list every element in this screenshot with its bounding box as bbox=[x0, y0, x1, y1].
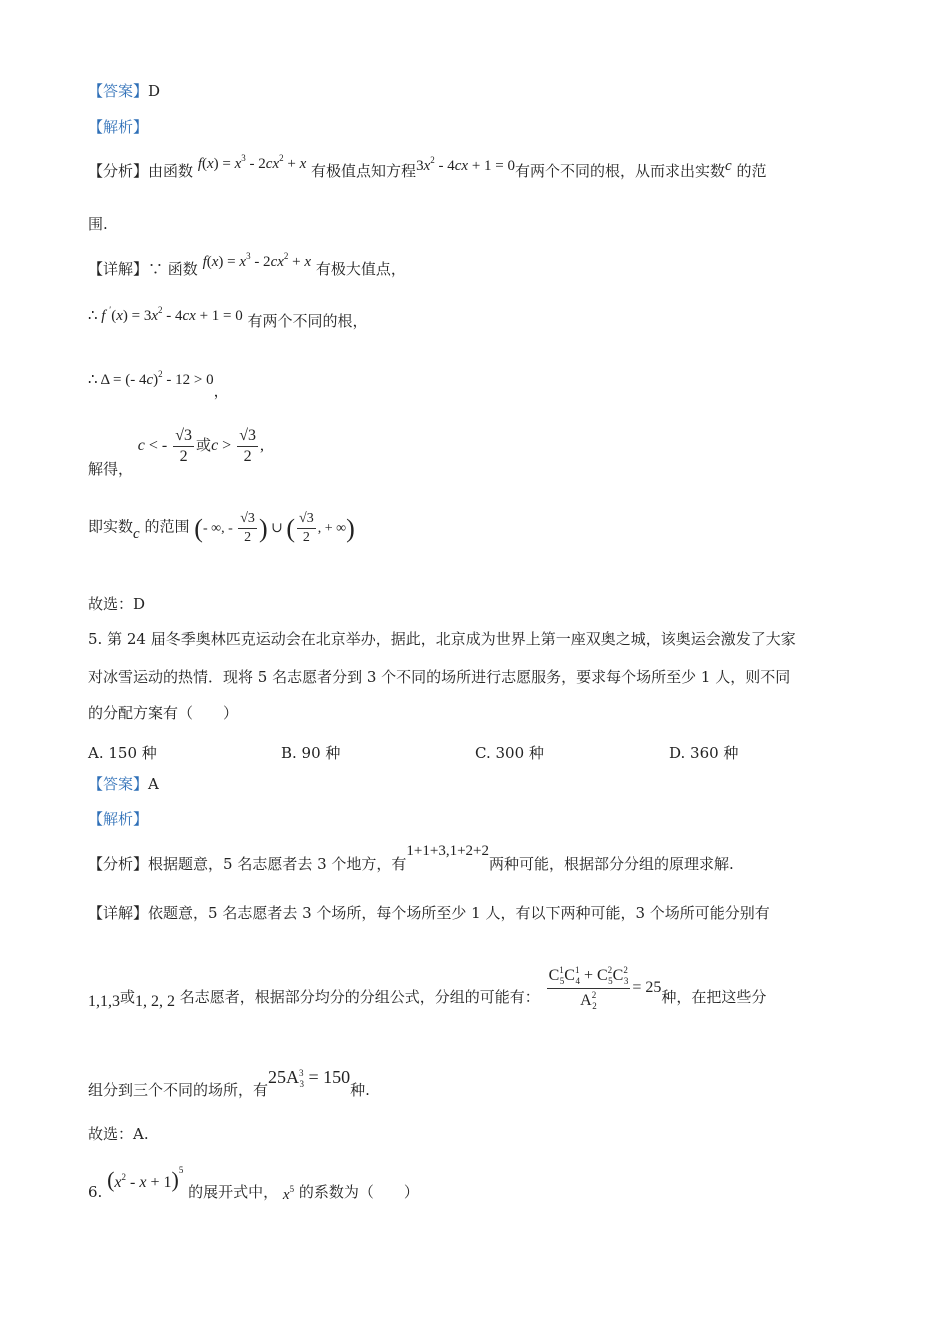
q4-fenxi-line: 【分析】由函数 $f(x) = x^3 - 2cx^2 + x$ 有极值点知方程$3x^2 - 4cx + 1 = 0$有两个不同的根，从而求出实数c 的范 bbox=[88, 153, 767, 180]
q5-xiangjie-line-2: 1,1,3或1, 2, 2 名志愿者，根据部分均分的分组公式，分组的可能有： $\frac{C^1_5C^1_4 + C^2_5C^2_3}{A^2_2}$ = 25种，在把这些分 bbox=[88, 965, 767, 1011]
derivative-formula: ∴ f $'(x) = 3x^2 - 4cx + 1 = 0$ bbox=[88, 305, 243, 324]
q4-derivative-line: ∴ f $'(x) = 3x^2 - 4cx + 1 = 0$ 有两个不同的根， bbox=[88, 305, 368, 330]
q4-solution-line: 解得， c < - $\frac{√3}{2}$ 或c > $\frac{√3}{2}$ , bbox=[88, 427, 264, 479]
q5-answer-line bbox=[88, 777, 159, 792]
fenxi-tag: 【分析】 bbox=[88, 855, 149, 873]
q6-stem: 6. $(x^2 - x + 1)^5$ 的展开式中， $x^5$ 的系数为（ ） bbox=[88, 1165, 419, 1203]
solution-formula: c < - $\frac{√3}{2}$ bbox=[137, 427, 193, 465]
q5-analysis-tag: 【解析】 bbox=[88, 810, 149, 828]
binomial-formula: $(x^2 - x + 1)^5$ bbox=[107, 1165, 184, 1192]
q4-xiangjie-line: 【详解】∵ 函数 $f(x) = x^3 - 2cx^2 + x$ 有极大值点， bbox=[88, 251, 406, 278]
xiangjie-tag: 【详解】 bbox=[88, 904, 149, 922]
q4-fenxi-line-2: 围. bbox=[88, 215, 108, 233]
q4-discriminant-line: ∴ Δ = (- 4c)$^2$ - 12 > 0， bbox=[88, 369, 229, 400]
function-formula: $f(x) = x^3 - 2cx^2 + x$ bbox=[197, 153, 307, 172]
function-formula: $f(x) = x^3 - 2cx^2 + x$ bbox=[202, 251, 312, 270]
q5-stem-1: 5. 第 24 届冬季奥林匹克运动会在北京举办，据此，北京成为世界上第一座双奥之城，该奥运会激发了大家 bbox=[88, 630, 796, 648]
answer-tag: 【答案】 bbox=[88, 775, 149, 793]
answer-value: D bbox=[148, 82, 161, 100]
equation-formula: $3x^2 - 4cx + 1 = 0$ bbox=[416, 155, 515, 174]
q5-option-d: D. 360 种 bbox=[669, 744, 739, 762]
q5-option-b: B. 90 种 bbox=[281, 744, 341, 762]
q5-stem-3: 的分配方案有（ ） bbox=[88, 704, 239, 722]
q5-xiangjie-line-1: 【详解】依题意，5 名志愿者去 3 个场所，每个场所至少 1 人，有以下两种可能，3 个场所可能分别有 bbox=[88, 904, 770, 922]
fenxi-tag: 【分析】 bbox=[88, 162, 149, 180]
xiangjie-tag: 【详解】 bbox=[88, 260, 149, 278]
discriminant-formula: ∴ Δ = (- 4c)$^2$ - 12 > 0 bbox=[88, 369, 214, 388]
q5-option-c: C. 300 种 bbox=[475, 744, 544, 762]
grouping-formula: $\frac{C^1_5C^1_4 + C^2_5C^2_3}{A^2_2}$ = 25 bbox=[548, 965, 662, 1011]
q5-select: 故选：A. bbox=[88, 1125, 149, 1143]
range-formula: (- ∞, - $\frac{√3}{2}$ ) ∪ ( $\frac{√3}{2}$ , + ∞) bbox=[194, 511, 355, 545]
q5-option-a: A. 150 种 bbox=[88, 744, 157, 762]
term-formula: $x^5$ bbox=[282, 1184, 295, 1203]
answer-tag: 【答案】 bbox=[88, 82, 149, 100]
q4-answer-line bbox=[88, 84, 160, 99]
q4-range-line: 即实数c 的范围 (- ∞, - $\frac{√3}{2}$ ) ∪ ( $\frac{√3}{2}$ , + ∞) bbox=[88, 511, 355, 545]
q5-fenxi-line: 【分析】根据题意，5 名志愿者去 3 个地方，有1+1+3,1+2+2两种可能，根据部分分组的原理求解. bbox=[88, 843, 734, 873]
q4-analysis-tag: 【解析】 bbox=[88, 118, 149, 136]
q4-select: 故选：D bbox=[88, 595, 146, 613]
q5-xiangjie-line-3: 组分到三个不同的场所，有$25A^3_3 = 150$种. bbox=[88, 1067, 370, 1099]
answer-value: A bbox=[148, 775, 159, 793]
arrangement-formula: $25A^3_3 = 150$ bbox=[268, 1067, 351, 1089]
q5-stem-2: 对冰雪运动的热情．现将 5 名志愿者分到 3 个不同的场所进行志愿服务，要求每个场所至少 1 人，则不同 bbox=[88, 668, 791, 686]
